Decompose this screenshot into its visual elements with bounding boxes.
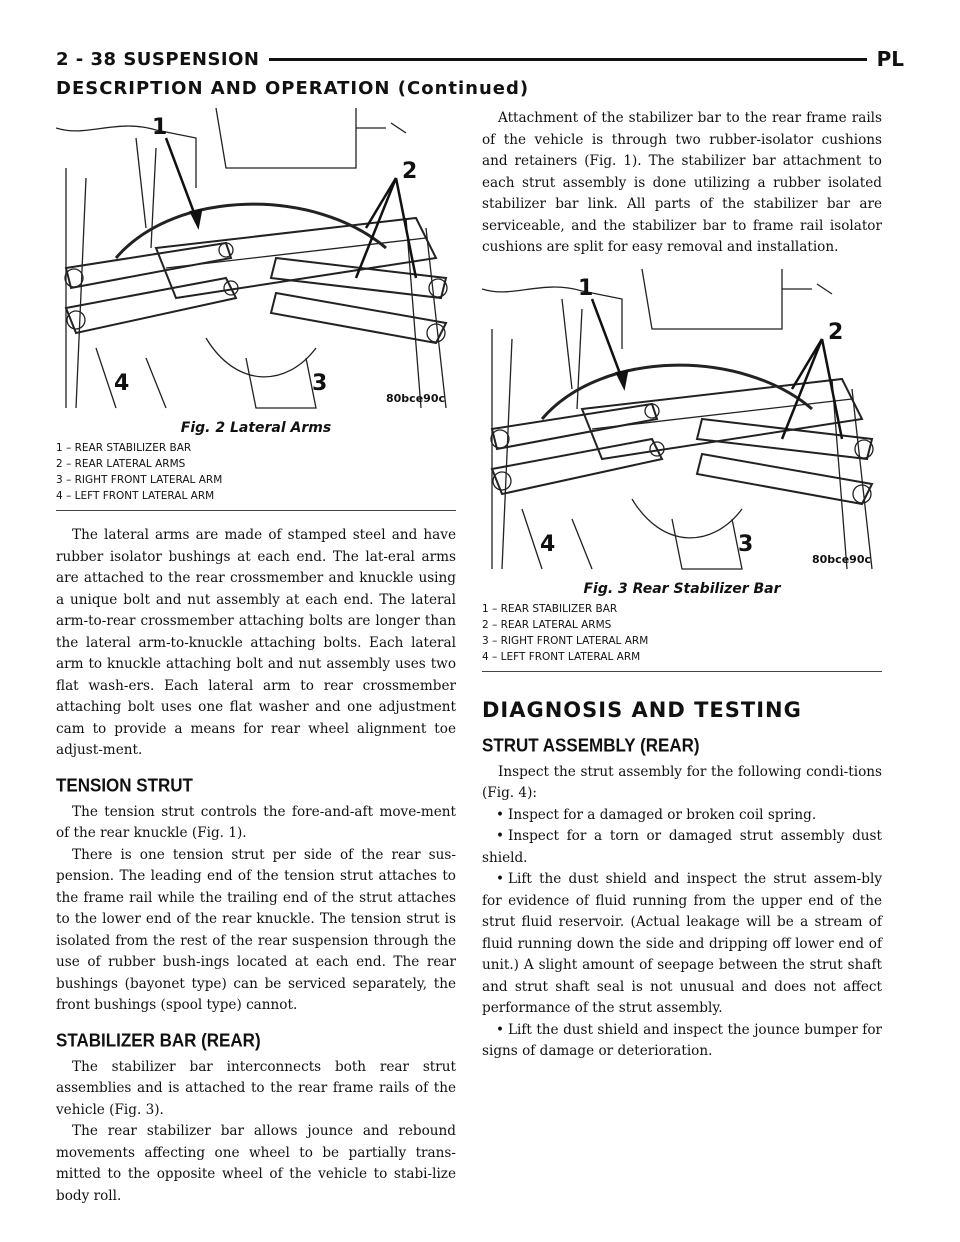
figure-3 <box>482 269 882 672</box>
inspection-list <box>482 805 882 1063</box>
heading-tension-strut: TENSION STRUT <box>56 774 193 796</box>
legend-item: 3 – RIGHT FRONT LATERAL ARM <box>56 474 223 486</box>
callout-2: 2 <box>828 319 844 345</box>
section-continued-title: DESCRIPTION AND OPERATION (Continued) <box>56 78 530 99</box>
figure-2 <box>56 108 456 511</box>
heading-diagnosis-and-testing: DIAGNOSIS AND TESTING <box>482 697 802 722</box>
tension-paragraph-1: The tension strut controls the fore-and-aft move-ment of the rear knuckle (Fig. 1). <box>56 803 456 841</box>
right-column <box>482 108 882 1063</box>
lateral-arms-paragraph: The lateral arms are made of stamped steel and have rubber isolator bushings at each end. The lat-eral arms are attached to the rear crossmember and knuckle using a unique bolt and nut assembly at each end. The lateral arm-to-rear crossmember attaching bolts are longer than the lateral arm-to-knuckle attaching bolts. Each lateral arm to knuckle attaching bolt and nut assembly uses two flat wash-ers. Each lateral arm to rear crossmember attaching bolt uses one flat washer and one adjustment cam to provide a means for rear wheel alignment toe adjust-ment. <box>56 527 456 758</box>
legend-item: 3 – RIGHT FRONT LATERAL ARM <box>482 634 649 647</box>
lateral-arms-illustration <box>56 108 456 416</box>
image-code: 80bce90c <box>812 552 871 566</box>
heading-strut-assembly: STRUT ASSEMBLY (REAR) <box>482 734 700 756</box>
stabilizer-paragraph-3: Attachment of the stabilizer bar to the rear frame rails of the vehicle is through two rubber-isolator cushions and retainers (Fig. 1). The stabilizer bar attachment to each strut assembly is done utilizing a rubber isolated stabilizer bar link. All parts of the stabilizer bar are serviceable, and the stabilizer bar to frame rail isolator cushions are split for easy removal and installation. <box>482 110 882 255</box>
bullet-icon: • <box>496 1021 505 1038</box>
figure-caption: Fig. 2 Lateral Arms <box>180 420 332 436</box>
callout-4: 4 <box>540 531 556 557</box>
callout-4: 4 <box>114 371 130 396</box>
stabilizer-bar-illustration <box>482 269 882 577</box>
legend-item: 1 – REAR STABILIZER BAR <box>56 442 192 454</box>
image-code: 80bce90c <box>386 392 445 405</box>
diagnosis-intro: Inspect the strut assembly for the following condi-tions (Fig. 4): <box>482 763 882 801</box>
bullet-icon: • <box>496 806 505 823</box>
legend-item: 4 – LEFT FRONT LATERAL ARM <box>56 490 215 502</box>
callout-3: 3 <box>312 371 328 396</box>
header-rule <box>269 58 866 61</box>
suspension-drawing <box>482 269 882 577</box>
legend-item: 4 – LEFT FRONT LATERAL ARM <box>482 650 641 663</box>
bullet-icon: • <box>496 871 505 887</box>
list-item: • Inspect for a damaged or broken coil spring. <box>482 805 882 827</box>
brand-code: PL <box>876 47 904 71</box>
callout-3: 3 <box>738 531 754 557</box>
list-item: • Lift the dust shield and inspect the strut assem-bly for evidence of fluid running from the upper end of the strut fluid reservoir. (Actual leakage will be a stream of fluid running down the side and dripping off lower end of unit.) A slight amount of seepage between the strut shaft and strut shaft seal is not unusual and does not affect performance of the strut assembly. <box>482 871 882 1016</box>
legend-item: 1 – REAR STABILIZER BAR <box>482 602 618 615</box>
figure-caption: Fig. 3 Rear Stabilizer Bar <box>583 580 781 597</box>
callout-1: 1 <box>578 275 594 301</box>
left-column <box>56 108 456 1207</box>
heading-stabilizer-bar: STABILIZER BAR (REAR) <box>56 1029 261 1051</box>
callout-1: 1 <box>152 115 168 140</box>
list-item: • Inspect for a torn or damaged strut assembly dust shield. <box>482 828 882 866</box>
tension-paragraph-2: There is one tension strut per side of the rear sus-pension. The leading end of the tension strut attaches to the frame rail while the trailing end of the strut attaches to the lower end of the rear knuckle. The tension strut is isolated from the rest of the rear suspension through the use of rubber bush-ings located at each end. The rear bushings (bayonet type) can be serviced separately, the front bushings (spool type) cannot. <box>56 846 456 1013</box>
legend-item: 2 – REAR LATERAL ARMS <box>56 458 186 470</box>
suspension-drawing <box>56 108 456 416</box>
page-header <box>56 44 904 74</box>
stabilizer-paragraph-2: The rear stabilizer bar allows jounce and rebound movements affecting one wheel to be partially trans-mitted to the opposite wheel of the vehicle to stabi-lize body roll. <box>56 1123 456 1204</box>
stabilizer-paragraph-1: The stabilizer bar interconnects both rear strut assemblies and is attached to the rear frame rails of the vehicle (Fig. 3). <box>56 1058 456 1118</box>
list-item: • Lift the dust shield and inspect the jounce bumper for signs of damage or deterioration. <box>482 1021 882 1059</box>
callout-2: 2 <box>402 159 418 184</box>
page-reference: 2 - 38 SUSPENSION <box>56 48 260 70</box>
legend-item: 2 – REAR LATERAL ARMS <box>482 618 612 631</box>
bullet-icon: • <box>496 828 505 844</box>
figure-legend <box>56 440 456 511</box>
figure-legend <box>482 601 882 672</box>
